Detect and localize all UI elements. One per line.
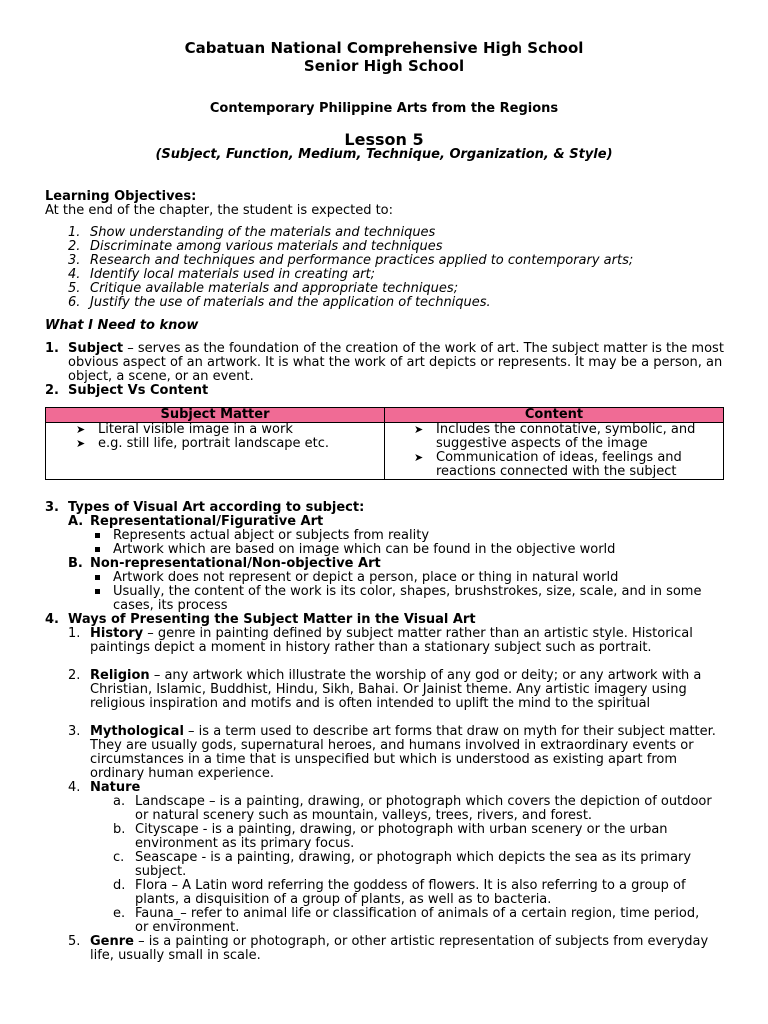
- mythological-paragraph: [90, 725, 730, 781]
- objective-item: Show understanding of the materials and techniques: [90, 225, 436, 240]
- what-i-need-heading: What I Need to know: [45, 318, 199, 333]
- list-item: Represents actual abject or subjects from reality: [113, 528, 430, 543]
- objective-item: Discriminate among various materials and techniques: [90, 239, 443, 254]
- arrow-bullet: ➤: [76, 423, 86, 436]
- term: Subject: [68, 341, 124, 356]
- item-number: 1.: [45, 341, 59, 356]
- nature-item: Seascape - is a painting, drawing, or photograph which depicts the sea as its primary subject.: [135, 850, 692, 879]
- table-cell-item: Communication of ideas, feelings and reactions connected with the subject: [436, 450, 682, 479]
- nature-item: Cityscape - is a painting, drawing, or photograph with urban scenery or the urban environment as its primary focus.: [135, 822, 668, 851]
- nature-label: d.: [113, 878, 126, 893]
- course-title: Contemporary Philippine Arts from the Regions: [209, 101, 559, 116]
- objective-number: 3.: [68, 253, 81, 268]
- nature-item: Landscape – is a painting, drawing, or photograph which covers the depiction of outdoor or natural scenery such as mountain, valleys, trees, rivers, and forest.: [135, 794, 712, 823]
- objective-item: Research and techniques and performance practices applied to contemporary arts;: [90, 253, 634, 268]
- sub-number: 1.: [68, 626, 81, 641]
- sub-number: 4.: [68, 780, 81, 795]
- table-cell-item: e.g. still life, portrait landscape etc.: [98, 436, 330, 451]
- nature-label: c.: [113, 850, 125, 865]
- school-level: Senior High School: [303, 57, 465, 75]
- item-number: 2.: [45, 383, 59, 398]
- definition: – is a term used to describe art forms that draw on myth for their subject matter. They are usually gods, supernatural heroes, and humans involved in extraordinary events or circumstances in a time that is unspecified but which is understood as existing apart from ordinary human experience.: [90, 724, 716, 781]
- sub-number: 2.: [68, 668, 81, 683]
- sub-label: A.: [68, 514, 84, 529]
- list-item: Artwork does not represent or depict a person, place or thing in natural world: [113, 570, 619, 585]
- item-title: Subject Vs Content: [68, 383, 209, 398]
- objective-number: 2.: [68, 239, 81, 254]
- definition: – is a painting or photograph, or other artistic representation of subjects from everyday life, usually small in scale.: [90, 934, 709, 963]
- subject-paragraph: [68, 342, 728, 384]
- nature-label: b.: [113, 822, 126, 837]
- religion-paragraph: [90, 669, 730, 711]
- square-bullet: [95, 529, 100, 543]
- objectives-heading: Learning Objectives:: [45, 189, 197, 204]
- square-bullet: [95, 585, 100, 599]
- sub-title: Non-representational/Non-objective Art: [90, 556, 381, 571]
- arrow-bullet: ➤: [414, 451, 424, 464]
- table-divider: [384, 408, 385, 479]
- sub-number: 3.: [68, 724, 81, 739]
- objective-number: 1.: [68, 225, 81, 240]
- lesson-subtitle: (Subject, Function, Medium, Technique, Organization, & Style): [155, 147, 613, 162]
- item-number: 3.: [45, 500, 59, 515]
- arrow-bullet: ➤: [414, 423, 424, 436]
- item-title: Ways of Presenting the Subject Matter in the Visual Art: [68, 612, 476, 627]
- term: Mythological: [90, 724, 184, 739]
- objective-item: Critique available materials and appropriate techniques;: [90, 281, 459, 296]
- item-number: 4.: [45, 612, 59, 627]
- square-bullet: [95, 543, 100, 557]
- nature-item: Flora – A Latin word referring the goddess of flowers. It is also referring to a group of plants, a disquisition of a group of plants, as well as to bacteria.: [135, 878, 686, 907]
- square-bullet: [95, 571, 100, 585]
- sub-number: 5.: [68, 934, 81, 949]
- nature-heading: Nature: [90, 780, 141, 795]
- objective-number: 6.: [68, 295, 81, 310]
- nature-item: Fauna_– refer to animal life or classification of animals of a certain region, time period, or environment.: [135, 906, 700, 935]
- list-item: Usually, the content of the work is its color, shapes, brushstrokes, size, scale, and in some cases, its process: [113, 584, 702, 613]
- nature-label: a.: [113, 794, 126, 809]
- table-header-subject: Subject Matter: [46, 408, 384, 423]
- objective-item: Justify the use of materials and the application of techniques.: [90, 295, 491, 310]
- table-cell-item: Includes the connotative, symbolic, and suggestive aspects of the image: [436, 422, 696, 451]
- term: History: [90, 626, 144, 641]
- term: Genre: [90, 934, 134, 949]
- subject-content-table: [45, 407, 724, 480]
- school-name: Cabatuan National Comprehensive High School: [184, 39, 584, 57]
- objective-number: 5.: [68, 281, 81, 296]
- sub-title: Representational/Figurative Art: [90, 514, 324, 529]
- objective-number: 4.: [68, 267, 81, 282]
- lesson-title: Lesson 5: [344, 130, 424, 149]
- term: Religion: [90, 668, 150, 683]
- definition: – serves as the foundation of the creation of the work of art. The subject matter is the most obvious aspect of an artwork. It is what the work of art depicts or represents. It may be a person, an object, a scene, or an event.: [68, 341, 724, 384]
- table-cell-item: Literal visible image in a work: [98, 422, 293, 437]
- arrow-bullet: ➤: [76, 437, 86, 450]
- definition: – genre in painting defined by subject matter rather than an artistic style. Historical paintings depict a moment in history rather than a stationary subject such as portrait.: [90, 626, 693, 655]
- objectives-intro: At the end of the chapter, the student is expected to:: [45, 203, 394, 218]
- table-header-content: Content: [385, 408, 723, 423]
- item-title: Types of Visual Art according to subject:: [68, 500, 365, 515]
- nature-label: e.: [113, 906, 126, 921]
- definition: – any artwork which illustrate the worship of any god or deity; or any artwork with a Christian, Islamic, Buddhist, Hindu, Sikh, Bahai. Or Jainist theme. Any artistic imagery using religious inspiration and motifs and is often intended to uplift the mind to the spiritual: [90, 668, 702, 711]
- history-paragraph: [90, 627, 730, 655]
- list-item: Artwork which are based on image which can be found in the objective world: [113, 542, 616, 557]
- objective-item: Identify local materials used in creating art;: [90, 267, 375, 282]
- sub-label: B.: [68, 556, 83, 571]
- genre-paragraph: [90, 935, 730, 963]
